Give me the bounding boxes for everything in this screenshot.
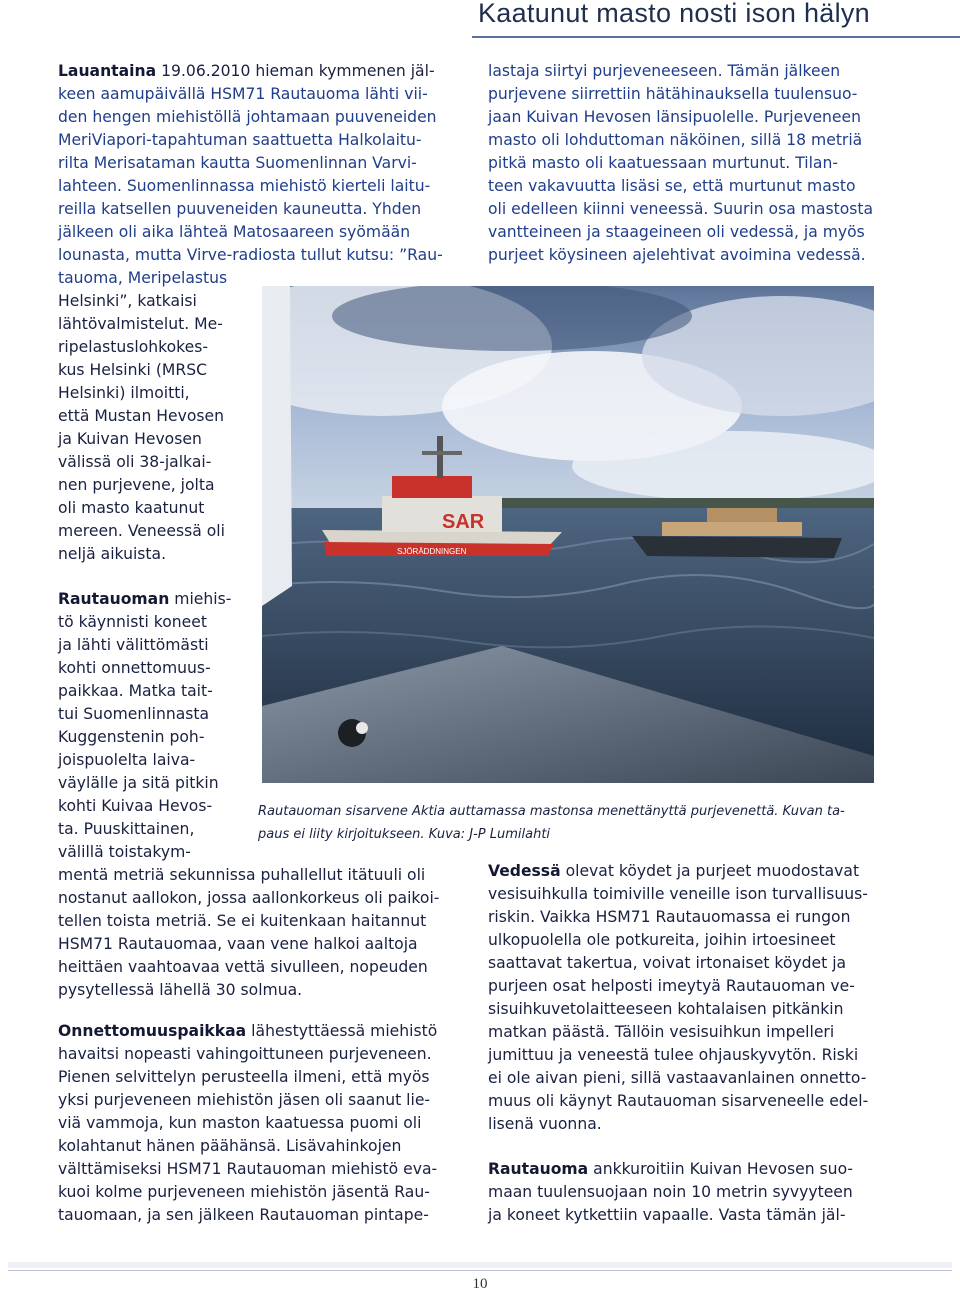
text-line: maan tuulensuojaan noin 10 metrin syvyyteen: [488, 1183, 853, 1201]
right-paragraph-1: [488, 60, 900, 267]
text-line: nostanut aallokon, jossa aallonkorkeus oli paikoi-: [58, 889, 440, 907]
page-title: Kaatunut masto nosti ison hälyn: [477, 0, 870, 28]
text-line: Kuggenstenin pоh-: [58, 728, 205, 746]
left-p1-narrow-lines: [58, 290, 240, 566]
text-line: viä vammoja, kun maston kaatuessa puomi oli: [58, 1114, 422, 1132]
text-line: riskin. Vaikka HSM71 Rautauomassa ei rungon: [488, 908, 851, 926]
text-line: lisenä vuonna.: [488, 1115, 602, 1133]
text-line: Pienen selvittelyn perusteella ilmeni, että myös: [58, 1068, 430, 1086]
text-line: jaan Kuivan Hevosen länsipuolelle. Purjeveneen: [488, 108, 861, 126]
text-line: ja koneet kytkettiin vapaalle. Vasta tämän jäl-: [488, 1206, 846, 1224]
text-line: tellen toista metriä. Se ei kuitenkaan haitannut: [58, 912, 427, 930]
text-line: heittäen vaahtoavaa vettä sivulleen, nopeuden: [58, 958, 428, 976]
right-paragraph-3: Rautauoma ankkuroitiin Kuivan Hevosen suo- maan tuulensuojaan noin 10 metrin syvyyteen ja koneet kytkettiin vapaalle. Vasta tämän jäl-: [488, 1158, 900, 1227]
page-number: 10: [472, 1276, 488, 1292]
text-line: mentä metriä sekunnissa puhallellut itätuuli oli: [58, 866, 426, 884]
text-line: lounasta, mutta Virve-radiosta tullut kutsu: ”Rau-: [58, 246, 443, 264]
text-line: vesisuihkulla toimiville veneille ison turvallisuus-: [488, 885, 868, 903]
photo-caption: [258, 800, 898, 846]
text-line: joispuolelta laiva-: [58, 751, 196, 769]
caption-line-1: Rautauoman sisarvene Aktia auttamassa mastonsa menettänyttä purjevenettä. Kuvan ta-: [258, 804, 845, 819]
text-line: kus Helsinki (MRSC: [58, 361, 207, 379]
text-line: jälkeen oli aika lähteä Matosaareen syömään: [58, 223, 411, 241]
text-line: Helsinki”, katkaisi: [58, 292, 197, 310]
left-p2-wide-lines: [58, 864, 470, 1002]
lead-word: Vedessä: [488, 862, 561, 880]
text-line: purjeen osat helposti imeytyä Rautauoman ve-: [488, 977, 855, 995]
text-line: sisuihkuvetolaitteeseen kohtalaisen pitkänkin: [488, 1000, 844, 1018]
text-line: yksi purjeveneen miehistön jäsen oli saanut lie-: [58, 1091, 431, 1109]
text-line: purjevene siirrettiin hätähinauksella tuulensuo-: [488, 85, 858, 103]
text-line: lähtövalmistelut. Me-: [58, 315, 223, 333]
text-line: että Mustan Hevosen: [58, 407, 224, 425]
text-line: HSM71 Rautauomaa, vaan vene halkoi aaltoja: [58, 935, 418, 953]
text-line: väylälle ja sitä pitkin: [58, 774, 219, 792]
text-line: ripelastuslohkokes-: [58, 338, 208, 356]
text-line: jumittuu ja veneestä tulee ohjauskyvytön. Riski: [488, 1046, 859, 1064]
left-paragraph-2-wide: [58, 864, 470, 1002]
text-line: ja lähti välittömästi: [58, 636, 209, 654]
text-line: lahteen. Suomenlinnassa miehistö kierteli laitu-: [58, 177, 431, 195]
text-line: den hengen miehistöllä johtamaan puuveneiden: [58, 108, 437, 126]
text-line: tauoma, Meripelastus: [58, 269, 228, 287]
text-line: kuoi kolme purjeveneen miehistön jäsentä Rau-: [58, 1183, 430, 1201]
left-paragraph-3: Onnettomuuspaikkaa lähestyttäessä miehistö havaitsi nopeasti vahingoittuneen purjeveneen. Pienen selvittelyn perusteella ilmeni, että myös yksi purjeveneen miehistön jäsen oli saanut lie- viä vammoja, kun maston kaatuessa puomi oli kolahtanut hänen päähänsä. Lisävahinkojen välttämiseksi HSM71 Rautauoman miehistö eva- kuoi kolme purjeveneen miehistön jäsentä Rau- tauomaan, ja sen jälkeen Rautauoman pintape-: [58, 1020, 470, 1227]
text-line: keen aamupäivällä HSM71 Rautauoma lähti vii-: [58, 85, 428, 103]
text-line: pitkä masto oli kaatuessaan murtunut. Tilan-: [488, 154, 838, 172]
text-line: saattavat takertua, voivat irtonaiset köydet ja: [488, 954, 847, 972]
hull-text: SAR: [442, 511, 485, 533]
header-rule: [472, 36, 960, 38]
text-line: matkan päästä. Tällöin vesisuihkun impelleri: [488, 1023, 835, 1041]
right-paragraph-2: Vedessä olevat köydet ja purjeet muodostavat vesisuihkulla toimiville veneille ison turvallisuus- riskin. Vaikka HSM71 Rautauomassa ei rungon ulkopuolella ole potkureita, joihin irtoesineet saattavat takertua, voivat irtonaiset köydet ja purjeen osat helposti imeytyä Rautauoman ve- sisuihkuvetolaitteeseen kohtalaisen pitkänkin matkan päästä. Tällöin vesisuihkun impelleri jumittuu ja veneestä tulee ohjauskyvytön. Riski ei ole aivan pieni, sillä vastaavanlainen onnetto- muus oli käynyt Rautauoman sisarveneelle edel- lisenä vuonna.: [488, 860, 900, 1136]
text-line: rilta Merisataman kautta Suomenlinnan Varvi-: [58, 154, 417, 172]
text-line: ja Kuivan Hevosen: [58, 430, 202, 448]
text-line: lastaja siirtyi purjeveneeseen. Tämän jälkeen: [488, 62, 841, 80]
text-line: paikkaa. Matka tait-: [58, 682, 213, 700]
text-line: oli edelleen kiinni veneessä. Suurin osa mastosta: [488, 200, 874, 218]
footer-rule: [8, 1270, 952, 1271]
text-line: purjeet köysineen ajelehtivat avoimina vedessä.: [488, 246, 866, 264]
text-line: reilla katsellen puuveneiden kauneutta. Yhden: [58, 200, 422, 218]
text-line: kohti onnettomuus-: [58, 659, 211, 677]
text-line: Helsinki) ilmoitti,: [58, 384, 190, 402]
text-line: teen vakavuutta lisäsi se, että murtunut masto: [488, 177, 856, 195]
text-line: vantteineen ja staageineen oli vedessä, ja myös: [488, 223, 865, 241]
left-paragraph-2: Rautauoman miehis- tö käynnisti koneet ja lähti välittömästi kohti onnettomuus- paikkaa. Matka tait- tui Suomenlinnasta Kuggenstenin pоh- joispuolelta laiva- väylälle ja sitä pitkin kohti Kuivaa Hevos- ta. Puuskittainen, välillä toistakym-: [58, 588, 240, 864]
text-line: kohti Kuivaa Hevos-: [58, 797, 213, 815]
rescue-boat-photo: [262, 286, 874, 783]
text-line: välissä oli 38-jalkai-: [58, 453, 212, 471]
text-line: masto oli lohduttoman näköinen, sillä 18 metriä: [488, 131, 863, 149]
text-line: ta. Puuskittainen,: [58, 820, 195, 838]
right-p3-lines: [488, 1181, 900, 1227]
caption-line-2: paus ei liity kirjoitukseen. Kuva: J-P Lumilahti: [258, 827, 551, 842]
text-line: kolahtanut hänen päähänsä. Lisävahinkojen: [58, 1137, 402, 1155]
text-line: tö käynnisti koneet: [58, 613, 207, 631]
right-p1-lines: [488, 60, 900, 267]
lead-word: Lauantaina: [58, 62, 157, 80]
lead-word: Rautauoman: [58, 590, 170, 608]
lead-word: Onnettomuuspaikkaa: [58, 1022, 247, 1040]
text-line: tauomaan, ja sen jälkeen Rautauoman pintape-: [58, 1206, 429, 1224]
left-p3-lines: [58, 1043, 470, 1227]
left-p1-lines: [58, 83, 463, 290]
text-line: havaitsi nopeasti vahingoittuneen purjeveneen.: [58, 1045, 432, 1063]
lead-word: Rautauoma: [488, 1160, 589, 1178]
text-line: välttämiseksi HSM71 Rautauoman miehistö eva-: [58, 1160, 438, 1178]
text-line: pysytellessä lähellä 30 solmua.: [58, 981, 303, 999]
left-paragraph-1-narrow: [58, 290, 240, 566]
right-p2-lines: [488, 883, 900, 1136]
footer-bar: [8, 1262, 952, 1268]
left-p2-narrow-lines: [58, 611, 240, 864]
text-line: oli masto kaatunut: [58, 499, 205, 517]
text-line: MeriViapori-tapahtuman saattuetta Halkolaitu-: [58, 131, 422, 149]
text-line: nen purjevene, jolta: [58, 476, 215, 494]
text-line: ei ole aivan pieni, sillä vastaavanlainen onnetto-: [488, 1069, 867, 1087]
text-line: tui Suomenlinnasta: [58, 705, 210, 723]
text-line: neljä aikuista.: [58, 545, 167, 563]
photo-illustration: [262, 286, 874, 783]
text-line: ulkopuolella ole potkureita, joihin irtoesineet: [488, 931, 836, 949]
text-line: välillä toistakym-: [58, 843, 191, 861]
left-paragraph-1: Lauantaina 19.06.2010 hieman kymmenen jäl- keen aamupäivällä HSM71 Rautauoma lähti vii- den hengen miehistöllä johtamaan puuveneiden MeriViapori-tapahtuman saattuetta Halkolaitu- rilta Merisataman kautta Suomenlinnan Varvi- lahteen. Suomenlinnassa miehistö kierteli laitu- reilla katsellen puuveneiden kauneutta. Yhden jälkeen oli aika lähteä Matosaareen syömään lounasta, mutta Virve-radiosta tullut kutsu: ”Rau- tauoma, Meripelastus: [58, 60, 463, 290]
hull-subtext: SJÖRÄDDNINGEN: [397, 547, 467, 556]
text-line: muus oli käynyt Rautauoman sisarveneelle edel-: [488, 1092, 869, 1110]
text-line: mereen. Veneessä oli: [58, 522, 225, 540]
